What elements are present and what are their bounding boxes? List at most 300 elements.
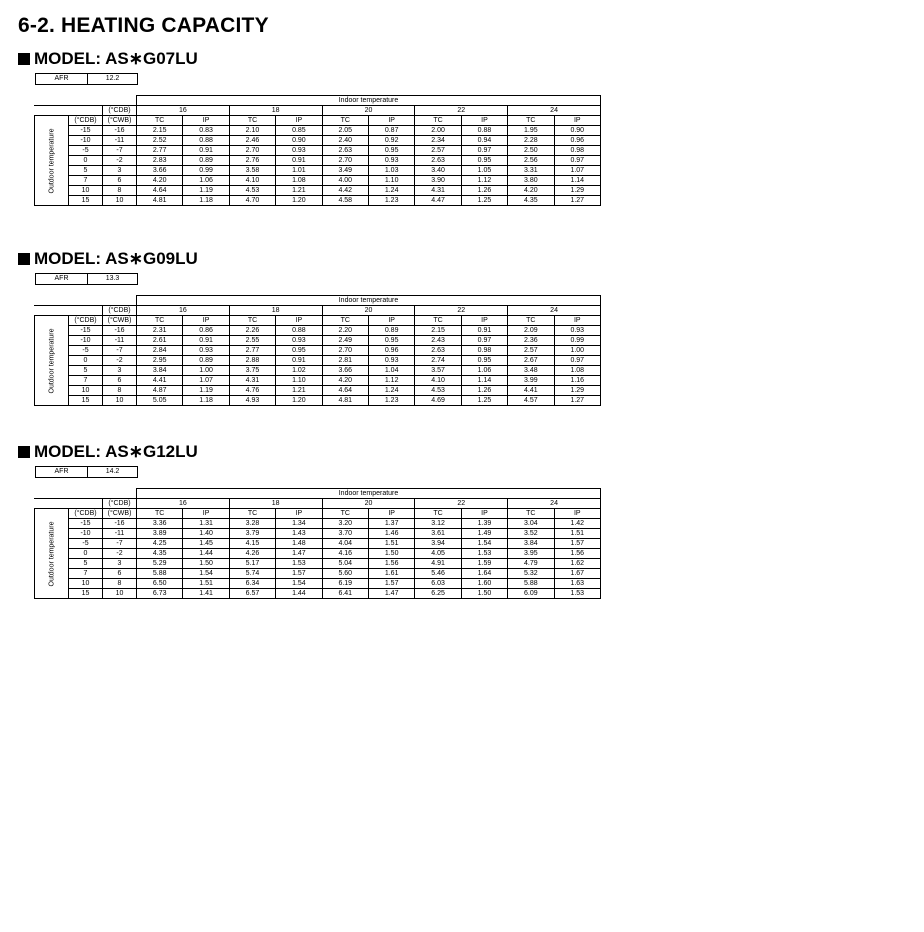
tc-value: 4.93 xyxy=(229,396,275,406)
tc-value: 3.79 xyxy=(229,529,275,539)
tc-value: 4.41 xyxy=(508,386,554,396)
table-row xyxy=(35,589,601,599)
outdoor-cwb-header: (°CWB) xyxy=(103,509,137,519)
ip-value: 1.29 xyxy=(554,186,600,196)
tc-value: 3.36 xyxy=(137,519,183,529)
square-bullet-icon xyxy=(18,53,30,65)
ip-value: 0.97 xyxy=(461,336,507,346)
tc-value: 3.31 xyxy=(508,166,554,176)
outdoor-cdb-value: 0 xyxy=(69,356,103,366)
tc-value: 2.76 xyxy=(229,156,275,166)
tc-value: 3.99 xyxy=(508,376,554,386)
indoor-temp-header: 16 xyxy=(137,106,230,116)
tc-value: 3.52 xyxy=(508,529,554,539)
ip-value: 0.95 xyxy=(461,156,507,166)
tc-value: 5.88 xyxy=(508,579,554,589)
ip-value: 0.89 xyxy=(368,326,414,336)
ip-value: 1.19 xyxy=(183,386,229,396)
table-row xyxy=(35,559,601,569)
ip-value: 0.87 xyxy=(368,126,414,136)
outdoor-cwb-value: -2 xyxy=(103,549,137,559)
ip-header: IP xyxy=(276,116,322,126)
ip-value: 1.21 xyxy=(276,386,322,396)
ip-value: 1.51 xyxy=(368,539,414,549)
ip-value: 1.53 xyxy=(554,589,600,599)
outdoor-cwb-value: -16 xyxy=(103,126,137,136)
tc-value: 3.57 xyxy=(415,366,461,376)
ip-value: 0.91 xyxy=(276,356,322,366)
outdoor-cwb-value: 3 xyxy=(103,559,137,569)
tc-value: 3.90 xyxy=(415,176,461,186)
table-row xyxy=(35,539,601,549)
tc-value: 4.26 xyxy=(229,549,275,559)
afr-value: 12.2 xyxy=(88,74,138,85)
tc-value: 2.57 xyxy=(508,346,554,356)
table-row xyxy=(35,156,601,166)
ip-value: 0.91 xyxy=(276,156,322,166)
corner-blank xyxy=(35,96,137,106)
tc-value: 2.40 xyxy=(322,136,368,146)
outdoor-cwb-value: 6 xyxy=(103,569,137,579)
outdoor-cwb-header: (°CWB) xyxy=(103,316,137,326)
outdoor-cdb-header: (°CDB) xyxy=(69,509,103,519)
indoor-cdb-header: (°CDB) xyxy=(103,106,137,116)
tc-value: 5.04 xyxy=(322,559,368,569)
afr-value: 14.2 xyxy=(88,467,138,478)
tc-value: 2.63 xyxy=(415,346,461,356)
tc-value: 4.20 xyxy=(137,176,183,186)
ip-value: 1.62 xyxy=(554,559,600,569)
ip-value: 1.20 xyxy=(276,396,322,406)
tc-value: 5.29 xyxy=(137,559,183,569)
model-heading-text: MODEL: AS∗G12LU xyxy=(34,442,198,461)
tc-value: 3.28 xyxy=(229,519,275,529)
outdoor-cdb-value: -10 xyxy=(69,336,103,346)
tc-value: 4.35 xyxy=(137,549,183,559)
ip-value: 1.10 xyxy=(368,176,414,186)
heating-capacity-table xyxy=(34,295,601,406)
tc-value: 2.95 xyxy=(137,356,183,366)
ip-value: 1.21 xyxy=(276,186,322,196)
ip-value: 1.47 xyxy=(276,549,322,559)
tc-header: TC xyxy=(322,316,368,326)
ip-value: 1.57 xyxy=(554,539,600,549)
model-section xyxy=(18,441,618,599)
tc-value: 4.91 xyxy=(415,559,461,569)
tc-value: 2.28 xyxy=(508,136,554,146)
tc-value: 3.94 xyxy=(415,539,461,549)
ip-value: 1.47 xyxy=(368,589,414,599)
ip-value: 1.26 xyxy=(461,186,507,196)
corner-blank xyxy=(35,296,137,306)
ip-header: IP xyxy=(368,316,414,326)
indoor-temp-header: 20 xyxy=(322,306,415,316)
tc-value: 3.12 xyxy=(415,519,461,529)
outdoor-cdb-value: 10 xyxy=(69,386,103,396)
table-row xyxy=(35,376,601,386)
ip-value: 1.05 xyxy=(461,166,507,176)
outdoor-cdb-header: (°CDB) xyxy=(69,116,103,126)
ip-value: 1.01 xyxy=(276,166,322,176)
model-heading xyxy=(18,441,618,463)
outdoor-cdb-value: -15 xyxy=(69,126,103,136)
tc-value: 4.15 xyxy=(229,539,275,549)
tc-value: 4.25 xyxy=(137,539,183,549)
corner-blank xyxy=(35,106,103,116)
ip-value: 0.96 xyxy=(554,136,600,146)
tc-value: 5.17 xyxy=(229,559,275,569)
indoor-temperature-header: Indoor temperature xyxy=(137,296,601,306)
ip-value: 0.88 xyxy=(276,326,322,336)
ip-value: 1.02 xyxy=(276,366,322,376)
tc-value: 2.56 xyxy=(508,156,554,166)
table-row xyxy=(35,579,601,589)
ip-value: 0.99 xyxy=(554,336,600,346)
ip-value: 1.57 xyxy=(368,579,414,589)
tc-value: 2.77 xyxy=(137,146,183,156)
table-row xyxy=(35,366,601,376)
tc-value: 4.20 xyxy=(322,376,368,386)
tc-header: TC xyxy=(322,116,368,126)
tc-value: 4.47 xyxy=(415,196,461,206)
ip-value: 0.93 xyxy=(554,326,600,336)
tc-value: 1.95 xyxy=(508,126,554,136)
page-title: 6-2. HEATING CAPACITY xyxy=(18,14,269,37)
ip-value: 1.45 xyxy=(183,539,229,549)
ip-value: 1.63 xyxy=(554,579,600,589)
ip-header: IP xyxy=(276,509,322,519)
tc-value: 4.00 xyxy=(322,176,368,186)
ip-value: 1.16 xyxy=(554,376,600,386)
tc-value: 2.26 xyxy=(229,326,275,336)
tc-value: 3.66 xyxy=(322,366,368,376)
ip-header: IP xyxy=(183,116,229,126)
tc-value: 6.25 xyxy=(415,589,461,599)
indoor-temp-header: 16 xyxy=(137,306,230,316)
outdoor-cwb-value: 8 xyxy=(103,386,137,396)
outdoor-cdb-value: 15 xyxy=(69,589,103,599)
ip-value: 1.24 xyxy=(368,386,414,396)
afr-value: 13.3 xyxy=(88,274,138,285)
ip-header: IP xyxy=(183,509,229,519)
tc-value: 4.87 xyxy=(137,386,183,396)
indoor-temp-header: 18 xyxy=(229,499,322,509)
tc-value: 6.73 xyxy=(137,589,183,599)
outdoor-temperature-label: Outdoor temperature xyxy=(48,328,55,393)
outdoor-cdb-value: 10 xyxy=(69,579,103,589)
tc-value: 2.34 xyxy=(415,136,461,146)
tc-value: 3.66 xyxy=(137,166,183,176)
tc-value: 5.32 xyxy=(508,569,554,579)
tc-header: TC xyxy=(415,509,461,519)
outdoor-cwb-value: 10 xyxy=(103,196,137,206)
ip-value: 1.10 xyxy=(276,376,322,386)
outdoor-cdb-value: 15 xyxy=(69,196,103,206)
ip-value: 0.91 xyxy=(461,326,507,336)
ip-value: 0.97 xyxy=(461,146,507,156)
tc-value: 5.60 xyxy=(322,569,368,579)
indoor-temp-header: 20 xyxy=(322,106,415,116)
table-row xyxy=(35,326,601,336)
outdoor-cwb-value: 3 xyxy=(103,166,137,176)
outdoor-cwb-value: 6 xyxy=(103,176,137,186)
outdoor-cdb-value: 7 xyxy=(69,569,103,579)
tc-value: 3.40 xyxy=(415,166,461,176)
model-section xyxy=(18,248,618,406)
tc-value: 4.31 xyxy=(229,376,275,386)
tc-value: 4.41 xyxy=(137,376,183,386)
model-heading-text: MODEL: AS∗G09LU xyxy=(34,249,198,268)
ip-value: 1.67 xyxy=(554,569,600,579)
outdoor-cwb-value: -2 xyxy=(103,156,137,166)
outdoor-cwb-value: -11 xyxy=(103,529,137,539)
ip-value: 1.46 xyxy=(368,529,414,539)
outdoor-temperature-label-cell xyxy=(35,509,69,599)
tc-value: 4.20 xyxy=(508,186,554,196)
ip-value: 0.89 xyxy=(183,156,229,166)
indoor-cdb-header: (°CDB) xyxy=(103,499,137,509)
square-bullet-icon xyxy=(18,253,30,265)
tc-value: 3.48 xyxy=(508,366,554,376)
afr-label: AFR xyxy=(36,274,88,285)
outdoor-cdb-value: 15 xyxy=(69,396,103,406)
ip-value: 1.03 xyxy=(368,166,414,176)
ip-value: 1.23 xyxy=(368,196,414,206)
tc-value: 3.61 xyxy=(415,529,461,539)
tc-value: 2.00 xyxy=(415,126,461,136)
table-row xyxy=(35,396,601,406)
table-row xyxy=(35,196,601,206)
ip-value: 0.93 xyxy=(276,146,322,156)
tc-value: 2.77 xyxy=(229,346,275,356)
outdoor-cwb-value: -16 xyxy=(103,519,137,529)
ip-value: 1.44 xyxy=(183,549,229,559)
table-row xyxy=(35,336,601,346)
ip-header: IP xyxy=(554,316,600,326)
ip-value: 1.54 xyxy=(183,569,229,579)
ip-value: 0.89 xyxy=(183,356,229,366)
indoor-temp-header: 22 xyxy=(415,306,508,316)
tc-value: 2.70 xyxy=(322,156,368,166)
tc-value: 6.09 xyxy=(508,589,554,599)
outdoor-cdb-value: -5 xyxy=(69,346,103,356)
tc-value: 5.05 xyxy=(137,396,183,406)
tc-value: 4.64 xyxy=(137,186,183,196)
tc-value: 2.50 xyxy=(508,146,554,156)
outdoor-cwb-value: 8 xyxy=(103,186,137,196)
tc-value: 4.53 xyxy=(415,386,461,396)
tc-value: 2.84 xyxy=(137,346,183,356)
ip-value: 1.25 xyxy=(461,396,507,406)
ip-value: 1.41 xyxy=(183,589,229,599)
outdoor-cwb-value: -7 xyxy=(103,146,137,156)
tc-value: 2.57 xyxy=(415,146,461,156)
tc-value: 6.41 xyxy=(322,589,368,599)
ip-value: 1.53 xyxy=(461,549,507,559)
tc-value: 4.76 xyxy=(229,386,275,396)
ip-value: 1.50 xyxy=(368,549,414,559)
afr-table xyxy=(35,73,138,85)
afr-table xyxy=(35,273,138,285)
indoor-temp-header: 22 xyxy=(415,106,508,116)
tc-value: 5.46 xyxy=(415,569,461,579)
ip-value: 1.50 xyxy=(461,589,507,599)
table-row xyxy=(35,549,601,559)
ip-value: 0.99 xyxy=(183,166,229,176)
tc-value: 4.35 xyxy=(508,196,554,206)
indoor-temp-header: 24 xyxy=(508,499,601,509)
outdoor-temperature-label: Outdoor temperature xyxy=(48,521,55,586)
table-row xyxy=(35,569,601,579)
table-row xyxy=(35,529,601,539)
tc-header: TC xyxy=(137,509,183,519)
ip-value: 1.31 xyxy=(183,519,229,529)
ip-value: 1.07 xyxy=(554,166,600,176)
outdoor-cdb-value: 0 xyxy=(69,156,103,166)
ip-value: 0.95 xyxy=(461,356,507,366)
tc-value: 4.10 xyxy=(415,376,461,386)
square-bullet-icon xyxy=(18,446,30,458)
tc-header: TC xyxy=(322,509,368,519)
ip-value: 1.00 xyxy=(183,366,229,376)
ip-value: 1.25 xyxy=(461,196,507,206)
tc-value: 2.70 xyxy=(229,146,275,156)
ip-value: 1.23 xyxy=(368,396,414,406)
table-row xyxy=(35,386,601,396)
tc-value: 2.09 xyxy=(508,326,554,336)
outdoor-cdb-value: 10 xyxy=(69,186,103,196)
ip-value: 0.83 xyxy=(183,126,229,136)
ip-value: 1.08 xyxy=(554,366,600,376)
table-row xyxy=(35,346,601,356)
tc-value: 2.46 xyxy=(229,136,275,146)
ip-value: 0.86 xyxy=(183,326,229,336)
tc-value: 4.70 xyxy=(229,196,275,206)
tc-header: TC xyxy=(229,316,275,326)
heating-capacity-table xyxy=(34,95,601,206)
ip-header: IP xyxy=(368,116,414,126)
tc-header: TC xyxy=(508,509,554,519)
table-row xyxy=(35,186,601,196)
ip-value: 0.91 xyxy=(183,146,229,156)
ip-value: 0.93 xyxy=(368,156,414,166)
ip-value: 0.85 xyxy=(276,126,322,136)
ip-value: 0.88 xyxy=(183,136,229,146)
ip-value: 1.12 xyxy=(461,176,507,186)
tc-value: 3.20 xyxy=(322,519,368,529)
ip-value: 1.14 xyxy=(461,376,507,386)
outdoor-cwb-value: 6 xyxy=(103,376,137,386)
tc-value: 2.36 xyxy=(508,336,554,346)
outdoor-cwb-value: -7 xyxy=(103,539,137,549)
tc-value: 3.75 xyxy=(229,366,275,376)
ip-value: 1.48 xyxy=(276,539,322,549)
ip-value: 1.34 xyxy=(276,519,322,529)
ip-value: 1.24 xyxy=(368,186,414,196)
tc-value: 6.50 xyxy=(137,579,183,589)
model-heading xyxy=(18,248,618,270)
tc-value: 5.74 xyxy=(229,569,275,579)
table-row xyxy=(35,356,601,366)
outdoor-temperature-label-cell xyxy=(35,116,69,206)
tc-value: 4.57 xyxy=(508,396,554,406)
tc-value: 2.15 xyxy=(415,326,461,336)
tc-value: 3.95 xyxy=(508,549,554,559)
ip-value: 1.64 xyxy=(461,569,507,579)
tc-value: 3.89 xyxy=(137,529,183,539)
tc-header: TC xyxy=(137,116,183,126)
ip-value: 1.49 xyxy=(461,529,507,539)
indoor-temp-header: 18 xyxy=(229,106,322,116)
tc-value: 4.04 xyxy=(322,539,368,549)
ip-value: 0.93 xyxy=(368,356,414,366)
ip-value: 1.37 xyxy=(368,519,414,529)
ip-value: 0.97 xyxy=(554,356,600,366)
corner-blank xyxy=(35,499,103,509)
outdoor-cwb-value: 8 xyxy=(103,579,137,589)
ip-header: IP xyxy=(368,509,414,519)
ip-value: 1.29 xyxy=(554,386,600,396)
tc-value: 2.43 xyxy=(415,336,461,346)
ip-value: 1.40 xyxy=(183,529,229,539)
ip-value: 1.12 xyxy=(368,376,414,386)
ip-value: 1.42 xyxy=(554,519,600,529)
tc-value: 2.63 xyxy=(415,156,461,166)
table-row xyxy=(35,126,601,136)
tc-value: 4.79 xyxy=(508,559,554,569)
outdoor-cwb-value: 10 xyxy=(103,589,137,599)
tc-header: TC xyxy=(415,316,461,326)
tc-value: 2.81 xyxy=(322,356,368,366)
tc-value: 2.88 xyxy=(229,356,275,366)
ip-value: 1.08 xyxy=(276,176,322,186)
tc-value: 2.61 xyxy=(137,336,183,346)
ip-value: 1.56 xyxy=(554,549,600,559)
outdoor-cdb-value: -10 xyxy=(69,529,103,539)
tc-value: 4.31 xyxy=(415,186,461,196)
ip-value: 1.27 xyxy=(554,396,600,406)
outdoor-cdb-value: 7 xyxy=(69,176,103,186)
ip-value: 1.18 xyxy=(183,396,229,406)
table-row xyxy=(35,176,601,186)
tc-value: 3.70 xyxy=(322,529,368,539)
heating-capacity-table xyxy=(34,488,601,599)
tc-value: 3.80 xyxy=(508,176,554,186)
tc-value: 2.15 xyxy=(137,126,183,136)
indoor-temp-header: 16 xyxy=(137,499,230,509)
tc-value: 3.84 xyxy=(508,539,554,549)
afr-label: AFR xyxy=(36,467,88,478)
ip-header: IP xyxy=(461,509,507,519)
outdoor-cdb-value: -10 xyxy=(69,136,103,146)
ip-value: 1.54 xyxy=(461,539,507,549)
ip-value: 0.98 xyxy=(461,346,507,356)
ip-value: 1.06 xyxy=(183,176,229,186)
ip-value: 0.94 xyxy=(461,136,507,146)
tc-value: 4.81 xyxy=(322,396,368,406)
outdoor-temperature-label: Outdoor temperature xyxy=(48,128,55,193)
ip-value: 0.97 xyxy=(554,156,600,166)
tc-value: 6.19 xyxy=(322,579,368,589)
table-row xyxy=(35,136,601,146)
tc-header: TC xyxy=(415,116,461,126)
ip-header: IP xyxy=(276,316,322,326)
ip-value: 1.53 xyxy=(276,559,322,569)
corner-blank xyxy=(35,489,137,499)
tc-value: 2.70 xyxy=(322,346,368,356)
ip-value: 1.19 xyxy=(183,186,229,196)
outdoor-cwb-value: -2 xyxy=(103,356,137,366)
